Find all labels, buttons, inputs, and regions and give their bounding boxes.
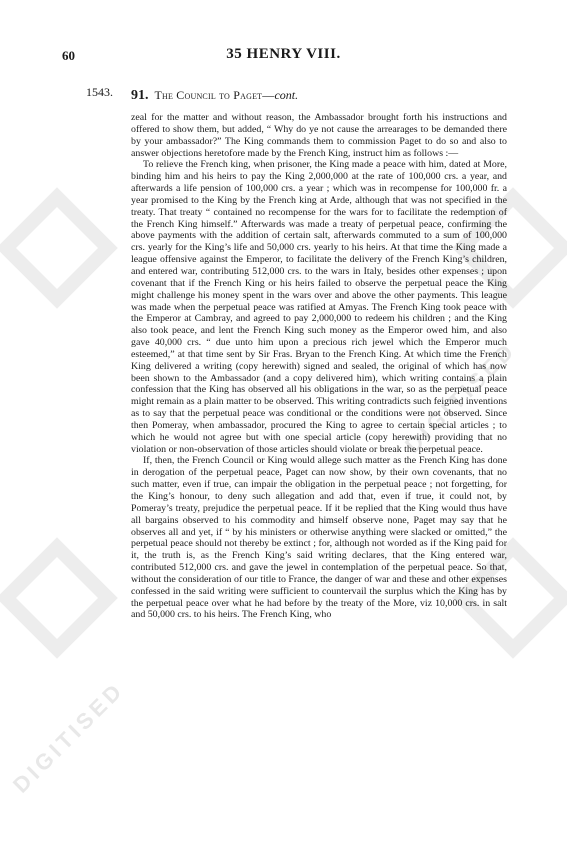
watermark-right: DIGITISED bbox=[400, 336, 521, 458]
running-title: 35 HENRY VIII. bbox=[226, 46, 341, 62]
watermark-left: DIGITISED bbox=[8, 676, 129, 798]
entry-title: The Council to Paget— bbox=[154, 88, 275, 102]
watermark-diamond-left bbox=[0, 187, 118, 309]
entry-continued: cont. bbox=[274, 88, 299, 102]
watermark-diamond-left-lower bbox=[0, 537, 118, 659]
entry-number: 91. bbox=[131, 88, 149, 103]
paragraph: To relieve the French king, when prisoner, the King made a peace with him, dated at More, binding him and his heirs to pay the King 2,000,000 at the rate of 100,000 crs. a year, and afterwards a life pension of 100,000 crs. a year ; which was in recompense for 100,000 fr. a year promised to the King by the French king at Arde, although that was not specified in the treaty. That treaty “ contained no recompense for the wars for to facilitate the redemption of the French King himself.” Afterwards was made a treaty of perpetual peace, confirming the above payments with the addition of certain salt, afterwards commuted to a sum of 100,000 crs. yearly for the King’s life and 50,000 crs. yearly to his heirs. At that time the King made a league offensive against the Emperor, to facilitate the delivery of the French King’s children, and entered war, contributing 512,000 crs. to the wars in Italy, besides other expenses ; upon covenant that if the French King or his heirs failed to observe the perpetual peace the King might challenge his money spent in the wars over and above the other payments. This league was made when the perpetual peace was ratified at Amyas. The French King took peace with the Emperor at Cambray, and agreed to pay 2,000,000 to redeem his children ; and the King also took peace, and lent the French King such money as the Emperor owed him, and also gave 40,000 crs. “ due unto him upon a precious rich jewel which the Emperor much esteemed,” at that time sent by Sir Fras. Bryan to the French King. At which time the French King delivered a writing (copy herewith) signed and sealed, the original of which has now been shown to the Ambassador (and a copy delivered him), which writing contains a plain confession that the King has observed all his obligations in the war, so as the perpetual peace might remain as a plain matter to be observed. This writing contradicts such feigned inventions as to say that the perpetual peace was conditional or the conditions were not observed. Since then Pomeray, when ambassador, procured the King to agree to certain special articles ; to which he would not agree but with one special article (copy herewith) providing that no violation or non-observation of those articles should violate or break the perpetual peace. bbox=[131, 159, 507, 455]
page-number: 60 bbox=[62, 48, 75, 63]
paragraph: zeal for the matter and without reason, the Ambassador brought forth his instructions and offered to show them, but added, “ Why do ye not cause the arrearages to be demanded there by your ambassador?” The King commands them to commission Paget to do so and also to answer objections heretofore made by the French King, instruct him as follows :— bbox=[131, 112, 507, 159]
paragraph: If, then, the French Council or King would allege such matter as the French King has done in derogation of the perpetual peace, Paget can now show, by their own covenants, that no such matter, even if true, can impair the obligation in the perpetual peace ; not forgetting, for the King’s honour, to deny such allegation and add that, even if true, it could not, by Pomeray’s treaty, prejudice the perpetual peace. If it be replied that the King would thus have all bargains observed to his commodity and himself observe none, Paget may say that he observes all and yet, if “ by his ministers or otherwise anything were slacked or omitted,” the perpetual peace should not thereby be extinct ; for, although not worded as if the King paid for it, the truth is, as the French King’s said writing declares, that the King entered war, contributed 512,000 crs. and gave the jewel in contemplation of the perpetual peace. So that, without the consideration of our title to France, the danger of war and these and other expenses confessed in the said writing were sufficient to countervail the surplus which the King has by the perpetual peace over what he had before by the treaty of the More, viz 10,000 crs. in salt and 50,000 crs. to his heirs. The French King, who bbox=[131, 455, 507, 621]
document-body bbox=[131, 112, 507, 621]
year-margin: 1543. bbox=[86, 85, 113, 99]
entry-heading bbox=[131, 88, 298, 104]
